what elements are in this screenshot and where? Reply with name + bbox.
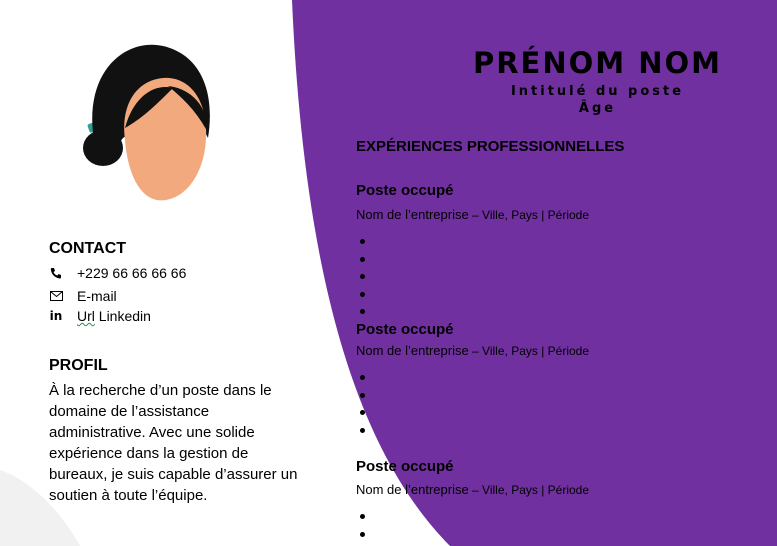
job-entry [356,182,686,322]
job-company: Nom de l’entreprise [356,482,469,497]
bullet-item [356,304,686,322]
job-company-line [356,482,686,497]
phone-number: +229 66 66 66 66 [77,265,187,281]
job-company-line [356,207,686,222]
job-entry [356,321,686,440]
job-company: Nom de l’entreprise [356,343,469,358]
bullet-item [356,287,686,305]
bullet-item [356,234,686,252]
job-details: – Ville, Pays | Période [468,344,590,358]
linkedin-link[interactable] [77,308,151,324]
bullet-item [356,509,686,527]
job-bullets [356,370,686,440]
linkedin-url-prefix: Url [77,308,95,324]
contact-heading: CONTACT [49,240,127,257]
contact-email [49,288,117,304]
linkedin-label: Linkedin [98,308,151,324]
profil-heading: PROFIL [49,357,108,374]
bullet-item [356,370,686,388]
job-details: – Ville, Pays | Période [468,208,590,222]
phone-icon [49,266,63,280]
job-bullets [356,509,686,544]
job-company-line [356,343,686,358]
contact-phone [49,265,186,281]
bullet-item [356,527,686,545]
contact-linkedin [49,308,151,324]
job-position: Poste occupé [356,182,454,199]
bullet-item [356,252,686,270]
envelope-icon [49,289,63,303]
bullet-item [356,423,686,441]
experiences-heading: EXPÉRIENCES PROFESSIONNELLES [356,138,625,155]
job-bullets [356,234,686,322]
bullet-item [356,388,686,406]
linkedin-icon: in [49,309,63,323]
job-company: Nom de l’entreprise [356,207,469,222]
bullet-item [356,269,686,287]
job-title: Intitulé du poste [510,84,685,99]
full-name: PRÉNOM NOM [472,46,723,80]
profil-text: À la recherche d’un poste dans le domaine de l’assistance administrative. Avec une solide expérience dans la gestion de bureaux, je suis capable d’assurer un soutien à toute l’équipe. [49,382,298,504]
email-link[interactable]: E-mail [77,288,117,304]
bullet-item [356,405,686,423]
job-details: – Ville, Pays | Période [468,483,590,497]
age: Âge [578,101,617,116]
avatar [48,28,218,208]
job-entry [356,458,686,544]
job-position: Poste occupé [356,458,454,475]
job-position: Poste occupé [356,321,454,338]
